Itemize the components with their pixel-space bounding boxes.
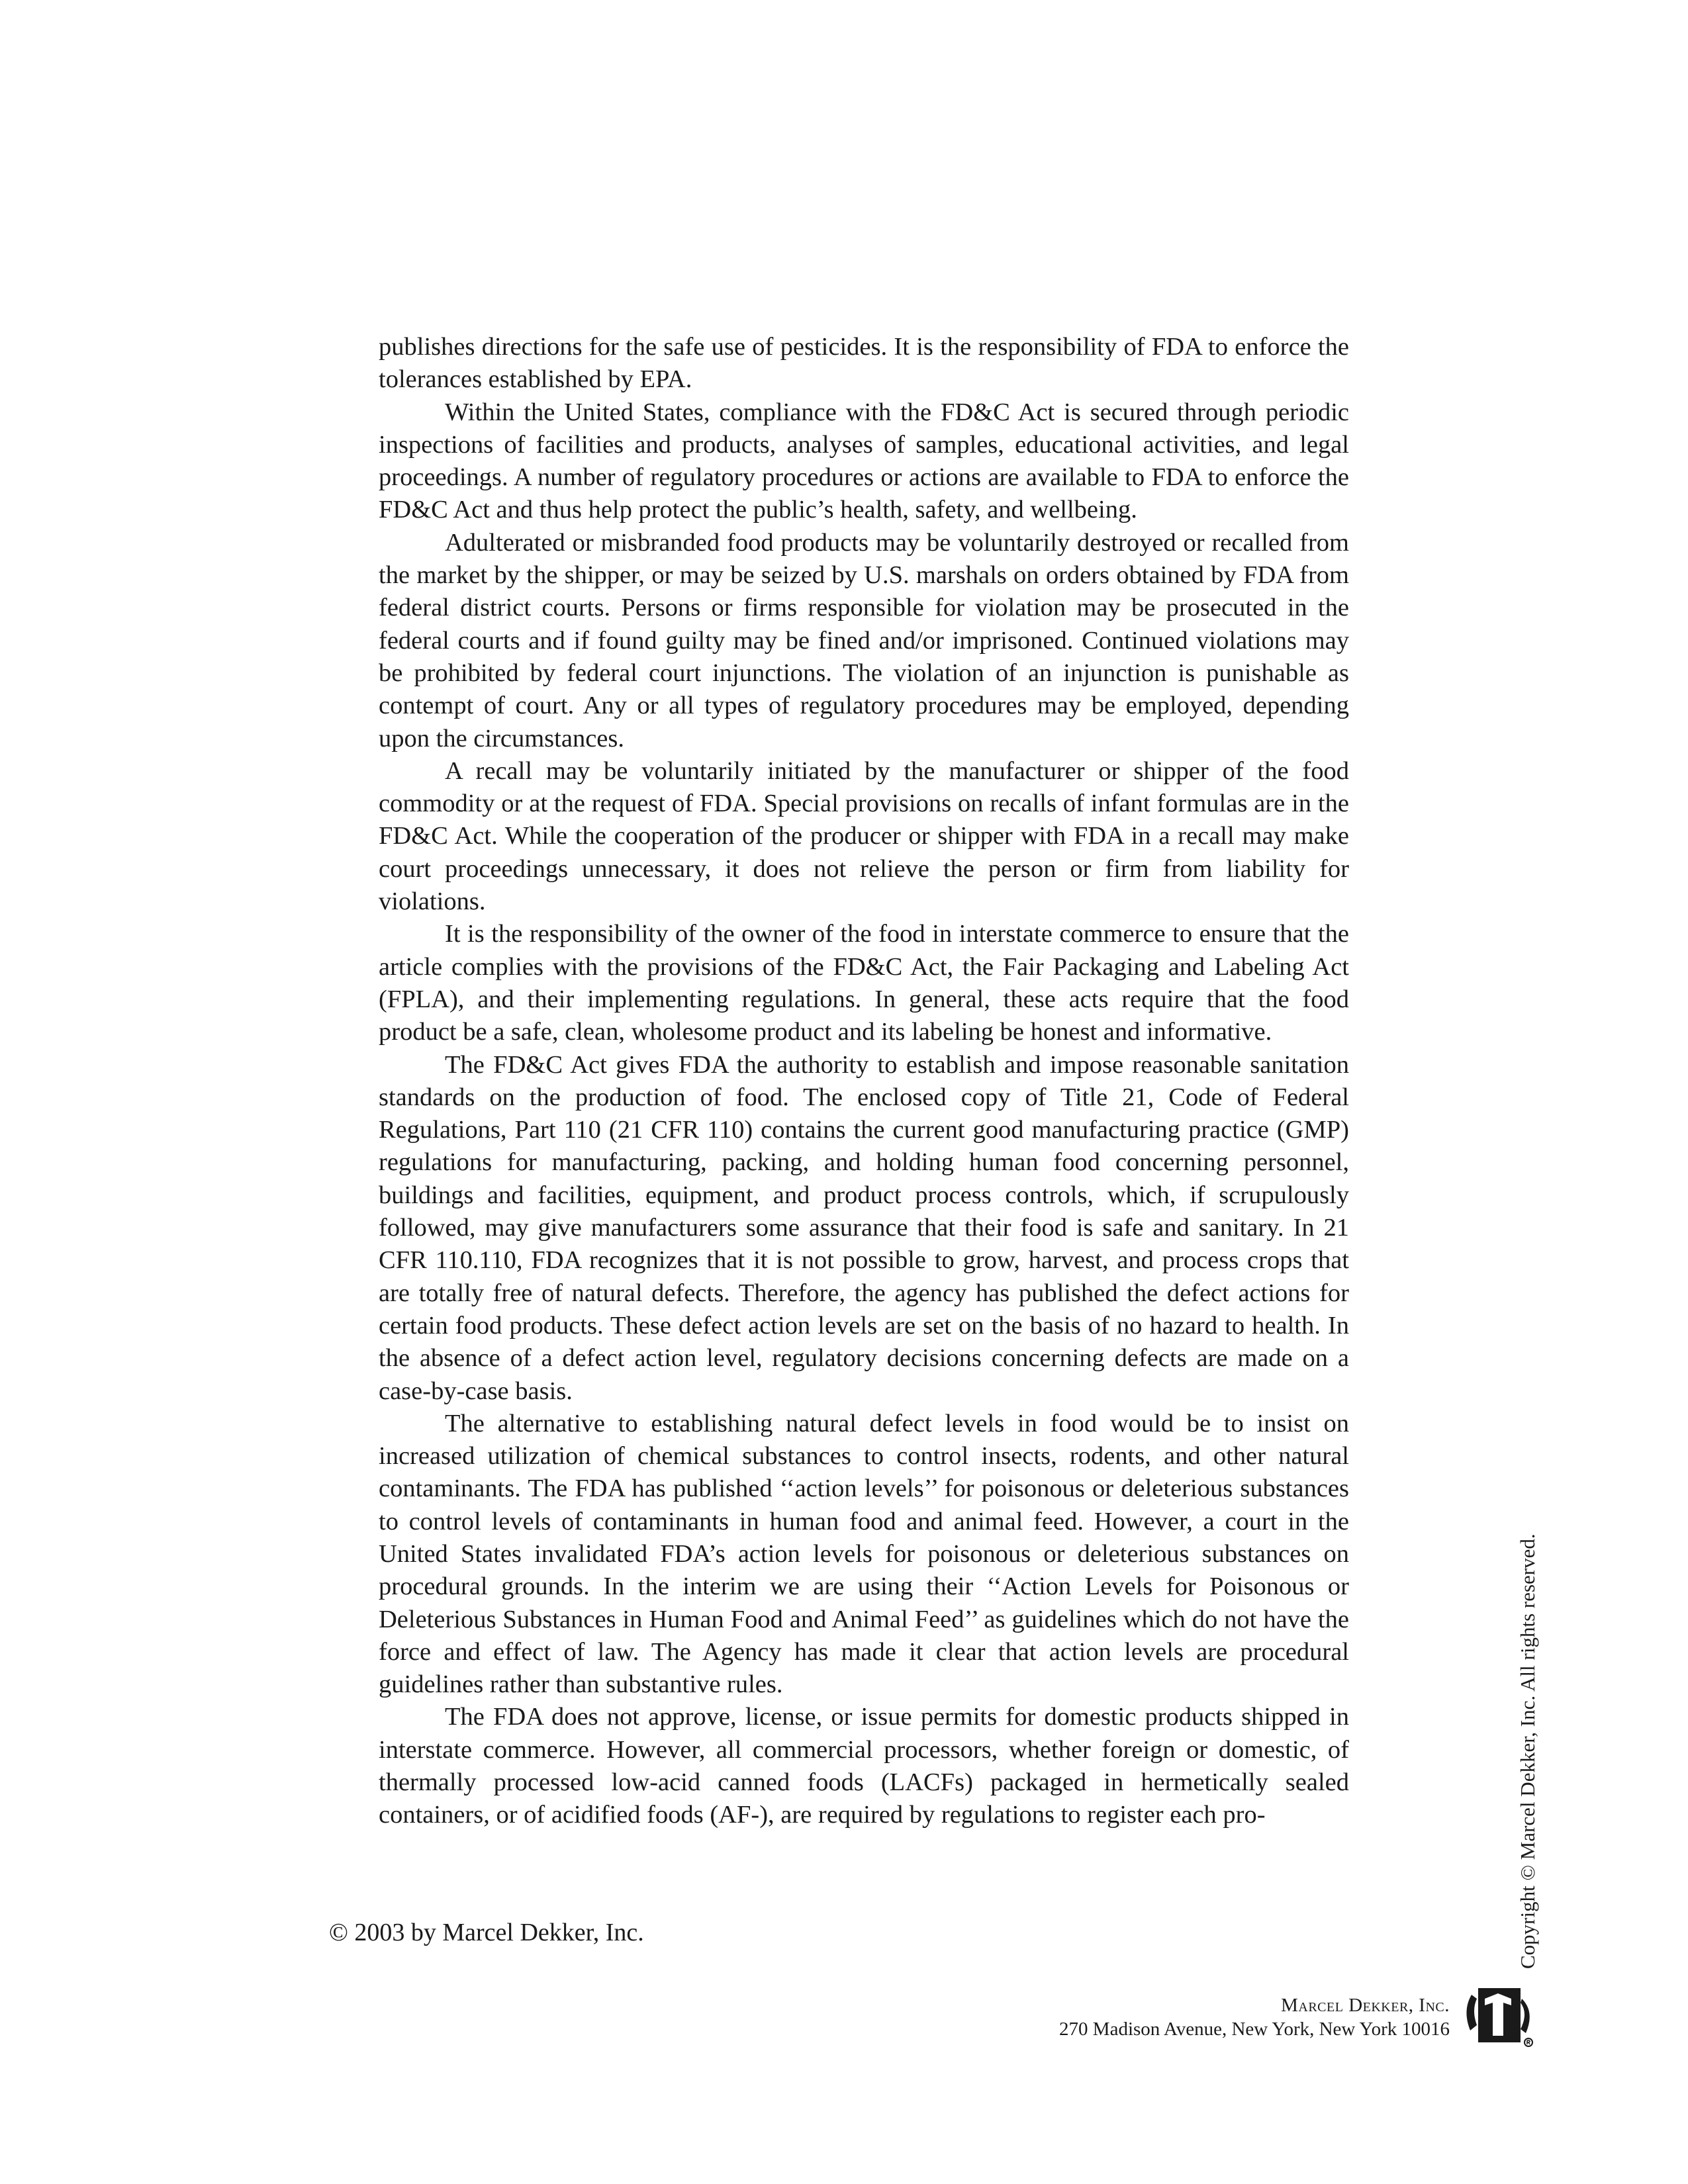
publisher-block — [1046, 1993, 1450, 2041]
paragraph-6: The FD&C Act gives FDA the authority to establish and impose reasonable sanitation standards on the production of food. The enclosed copy of Title 21, Code of Federal Regulations, Part 110 (21 CFR 110) contains the current good manufacturing practice (GMP) regulations for manufacturing, packing, and holding human food concerning personnel, buildings and facilities, equipment, and product process controls, which, if scrupulously followed, may give manufacturers some assurance that their food is safe and sanitary. In 21 CFR 110.110, FDA recognizes that it is not possible to grow, harvest, and process crops that are totally free of natural defects. Therefore, the agency has published the defect actions for certain food products. These defect action levels are set on the basis of no hazard to health. In the absence of a defect action level, regulatory decisions concerning defects are made on a case-by-case basis. — [379, 1050, 1349, 1405]
copyright-line: © 2003 by Marcel Dekker, Inc. — [329, 1919, 644, 1946]
publisher-address: 270 Madison Avenue, New York, New York 10016 — [1059, 2019, 1450, 2040]
paragraph-1: publishes directions for the safe use of pesticides. It is the responsibility of FDA to enforce the tolerances established by EPA. — [379, 333, 1349, 394]
body-text — [379, 331, 1349, 1832]
paragraph-2: Within the United States, compliance with the FD&C Act is secured through periodic inspections of facilities and products, analyses of samples, educational activities, and legal proceedings. A number of regulatory procedures or actions are available to FDA to enforce the FD&C Act and thus help protect the public’s health, safety, and wellbeing. — [379, 398, 1349, 524]
paragraph-8: The FDA does not approve, license, or issue permits for domestic products shipped in interstate commerce. However, all commercial processors, whether foreign or domestic, of thermally processed low-acid canned foods (LACFs) packaged in hermetically sealed containers, or of acidified foods (AF-), are required by regulations to register each pro- — [379, 1703, 1349, 1829]
publisher-logo-icon — [1460, 1979, 1539, 2052]
paragraph-4: A recall may be voluntarily initiated by the manufacturer or shipper of the food commodity or at the request of FDA. Special provisions on recalls of infant formulas are in the FD&C Act. While the cooperation of the producer or shipper with FDA in a recall may make court proceedings unnecessary, it does not relieve the person or firm from liability for violations. — [379, 756, 1349, 916]
paragraph-5: It is the responsibility of the owner of the food in interstate commerce to ensure that the article complies with the provisions of the FD&C Act, the Fair Packaging and Labeling Act (FPLA), and their implementing regulations. In general, these acts require that the food product be a safe, clean, wholesome product and its labeling be honest and informative. — [379, 920, 1349, 1046]
paragraph-3: Adulterated or misbranded food products may be voluntarily destroyed or recalled from the market by the shipper, or may be seized by U.S. marshals on orders obtained by FDA from federal district courts. Persons or firms responsible for violation may be prosecuted in the federal courts and if found guilty may be fined and/or imprisoned. Continued violations may be prohibited by federal court injunctions. The violation of an injunction is punishable as contempt of court. Any or all types of regulatory procedures may be employed, depending upon the circumstances. — [379, 528, 1349, 752]
paragraph-7: The alternative to establishing natural defect levels in food would be to insist on increased utilization of chemical substances to control insects, rodents, and other natural contaminants. The FDA has published ‘‘action levels’’ for poisonous or deleterious substances to control levels of contaminants in human food and animal feed. However, a court in the United States invalidated FDA’s action levels for poisonous or deleterious substances on procedural grounds. In the interim we are using their ‘‘Action Levels for Poisonous or Deleterious Substances in Human Food and Animal Feed’’ as guidelines which do not have the force and effect of law. The Agency has made it clear that action levels are procedural guidelines rather than substantive rules. — [379, 1409, 1349, 1699]
side-copyright-notice: Copyright © Marcel Dekker, Inc. All rights reserved. — [1516, 1533, 1539, 1969]
publisher-name: Marcel Dekker, Inc. — [1281, 1995, 1450, 2016]
